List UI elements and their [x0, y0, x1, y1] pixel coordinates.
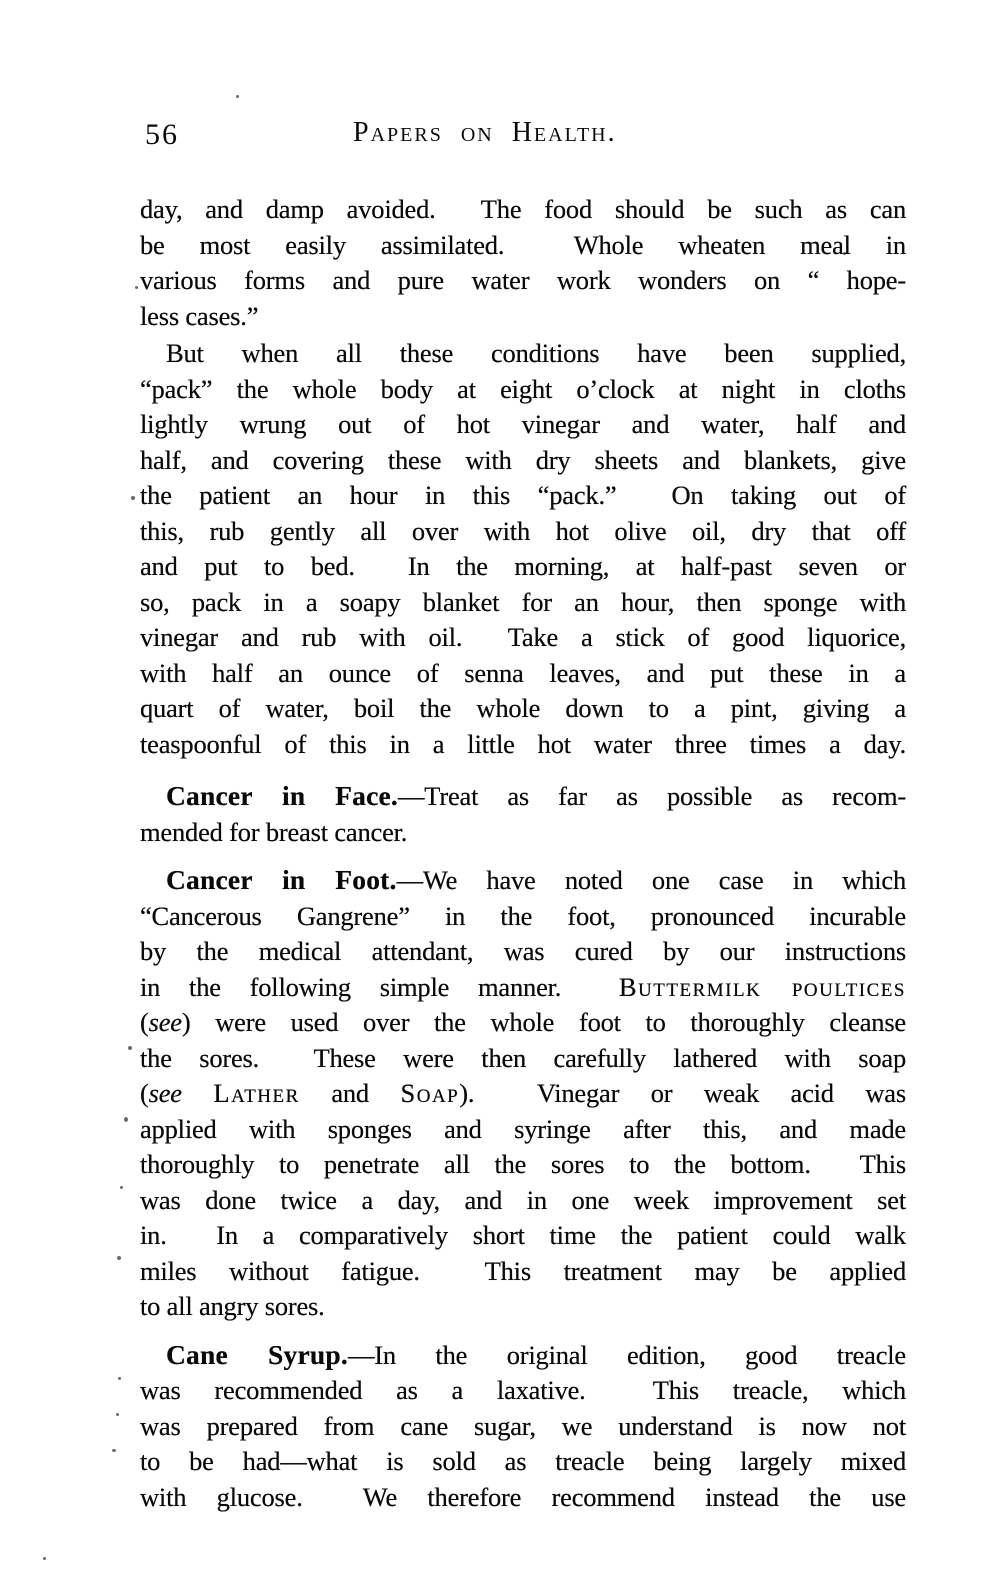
text-run: day, and damp avoided. The food should be such as can — [140, 194, 906, 224]
text-line — [140, 727, 906, 763]
text-run: thoroughly to penetrate all the sores to the bottom. This — [140, 1149, 906, 1179]
scan-speck — [120, 1186, 123, 1189]
cross-reference: Buttermilk poultices — [618, 971, 906, 1002]
text-run: miles without fatigue. This treatment may be applied — [140, 1255, 906, 1286]
scan-speck — [131, 496, 135, 500]
entry-heading: Cancer in Foot. — [166, 864, 397, 895]
text-line — [140, 1076, 906, 1112]
text-line — [140, 1480, 906, 1516]
paragraph — [140, 1337, 906, 1516]
scan-speck — [128, 1046, 132, 1050]
text-run: with glucose. We therefore recommend instead the use — [140, 1481, 906, 1512]
text-run: was done twice a day, and in one week improvement set — [140, 1184, 906, 1215]
text-run: —In the original edition, good treacle — [347, 1339, 906, 1370]
scan-speck — [135, 286, 138, 289]
text-run: quart of water, boil the whole down to a pint, giving a — [140, 693, 906, 723]
scan-speck — [236, 95, 239, 98]
paragraph — [140, 336, 906, 762]
text-run: “pack” the whole body at eight o’clock at night in cloths — [140, 373, 906, 404]
text-run: But when all these conditions have been supplied, — [166, 338, 906, 368]
scan-speck — [43, 1557, 46, 1560]
see-reference: see — [148, 1007, 182, 1037]
text-run — [182, 1078, 214, 1108]
text-line — [140, 1218, 906, 1254]
text-line — [140, 656, 906, 692]
text-line — [140, 778, 906, 815]
text-line — [140, 862, 906, 899]
text-run: be most easily assimilated. Whole wheaten meal in — [140, 229, 906, 260]
text-run: “Cancerous Gangrene” in the foot, pronounced incurable — [140, 900, 906, 931]
text-line — [140, 620, 906, 656]
text-run: half, and covering these with dry sheets and blankets, give — [140, 444, 906, 475]
text-run: in. In a comparatively short time the patient could walk — [140, 1220, 906, 1250]
text-run: was prepared from cane sugar, we understand is now not — [140, 1410, 906, 1441]
text-line — [140, 899, 906, 935]
paragraph — [140, 778, 906, 850]
text-run: ). Vinegar or weak acid was — [459, 1078, 906, 1108]
text-content — [140, 192, 906, 1515]
text-run: various forms and pure water work wonders on “ hope- — [140, 265, 906, 295]
cross-reference: Soap — [400, 1078, 460, 1108]
text-run: to all angry sores. — [140, 1291, 325, 1321]
text-run: in the following simple manner. — [140, 971, 619, 1002]
text-run: ) were used over the whole foot to thoroughly cleanse — [181, 1007, 906, 1037]
text-line — [140, 407, 906, 443]
text-run: less cases.” — [140, 300, 259, 331]
text-line — [140, 815, 906, 851]
text-run: —We have noted one case in which — [396, 865, 906, 895]
text-run: and — [299, 1078, 401, 1108]
text-line — [140, 691, 906, 727]
text-line — [140, 934, 906, 970]
text-line — [140, 514, 906, 550]
text-run: so, pack in a soapy blanket for an hour, then sponge with — [140, 586, 906, 617]
scan-speck — [112, 1449, 116, 1452]
text-line — [140, 1147, 906, 1183]
text-run: to be had—what is sold as treacle being largely mixed — [140, 1446, 906, 1476]
running-title: Papers on Health. — [353, 117, 617, 148]
text-line — [140, 443, 906, 479]
text-run: ( — [140, 1078, 149, 1108]
text-run: by the medical attendant, was cured by our instructions — [140, 936, 906, 966]
text-line — [140, 1289, 906, 1325]
scan-speck — [124, 1117, 128, 1122]
text-line — [140, 549, 906, 585]
text-run: vinegar and rub with oil. Take a stick of good liquorice, — [140, 622, 906, 652]
text-line — [140, 585, 906, 621]
text-line — [140, 478, 906, 514]
text-line — [140, 1005, 906, 1041]
text-run: mended for breast cancer. — [140, 816, 408, 847]
text-run: —Treat as far as possible as recom- — [397, 781, 906, 811]
text-line — [140, 1409, 906, 1445]
text-run: this, rub gently all over with hot olive oil, dry that off — [140, 515, 906, 546]
text-run: lightly wrung out of hot vinegar and water, half and — [140, 409, 906, 439]
text-line — [140, 1373, 906, 1409]
text-line — [140, 372, 906, 408]
text-line — [140, 192, 906, 228]
scan-speck — [117, 1256, 121, 1260]
text-run: teaspoonful of this in a little hot water three times a day. — [140, 728, 906, 759]
text-line — [140, 970, 906, 1006]
text-run: and put to bed. In the morning, at half-past seven or — [140, 551, 906, 581]
text-run: was recommended as a laxative. This treacle, which — [140, 1375, 906, 1405]
text-run: the sores. These were then carefully lathered with soap — [140, 1042, 906, 1073]
cross-reference: Lather — [213, 1078, 300, 1108]
text-line — [140, 1183, 906, 1219]
entry-heading: Cancer in Face. — [166, 780, 398, 811]
text-run: with half an ounce of senna leaves, and put these in a — [140, 657, 906, 688]
paragraph — [140, 192, 906, 334]
text-line — [140, 1112, 906, 1148]
text-line — [140, 299, 906, 335]
text-line — [140, 1041, 906, 1077]
text-run: the patient an hour in this “pack.” On taking out of — [140, 480, 906, 510]
text-line — [140, 228, 906, 264]
text-line — [140, 336, 906, 372]
text-run: applied with sponges and syringe after this, and made — [140, 1113, 906, 1144]
text-line — [140, 1337, 906, 1374]
scan-speck — [118, 1377, 121, 1380]
scan-speck — [116, 1413, 119, 1416]
text-line — [140, 1254, 906, 1290]
text-line — [140, 1444, 906, 1480]
paragraph — [140, 862, 906, 1325]
text-line — [140, 263, 906, 299]
text-run: ( — [140, 1007, 149, 1037]
see-reference: see — [148, 1078, 182, 1108]
entry-heading: Cane Syrup. — [166, 1338, 348, 1370]
page-number: 56 — [145, 118, 179, 151]
